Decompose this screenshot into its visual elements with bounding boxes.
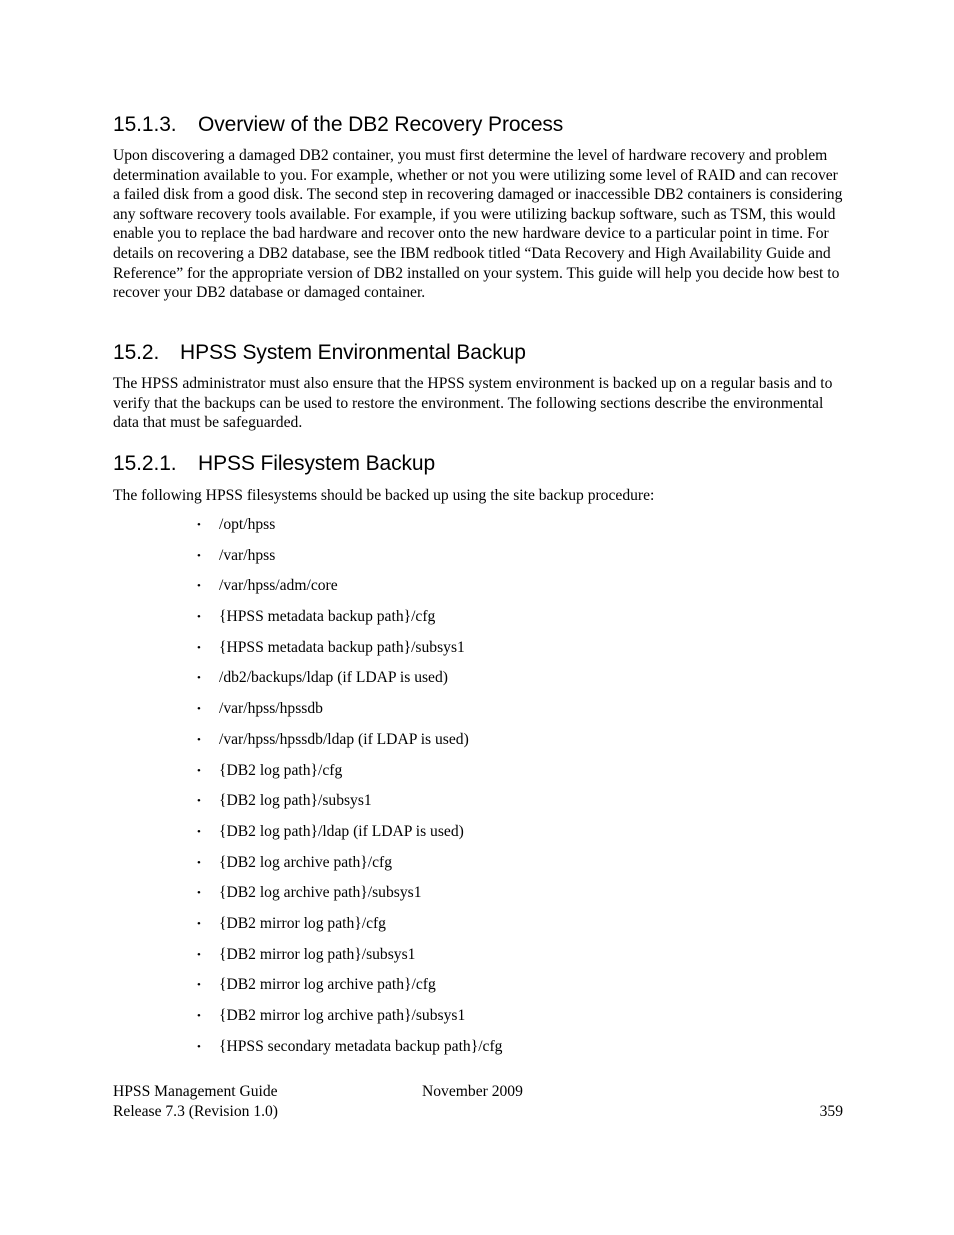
bullet-icon: •	[197, 641, 201, 654]
list-item	[197, 913, 502, 944]
list-item-text: {DB2 mirror log path}/cfg	[219, 914, 386, 932]
list-item-text: {DB2 log archive path}/subsys1	[219, 884, 422, 902]
list-item	[197, 637, 502, 668]
page-footer	[113, 1082, 843, 1122]
bullet-icon: •	[197, 1040, 201, 1053]
bullet-icon: •	[197, 519, 201, 531]
heading-15-2	[113, 341, 526, 365]
list-item-text: {HPSS metadata backup path}/subsys1	[219, 638, 465, 656]
list-item-text: {HPSS secondary metadata backup path}/cfg	[219, 1037, 503, 1055]
list-item-text: /var/hpss/hpssdb	[219, 700, 323, 718]
list-item-text: {HPSS metadata backup path}/cfg	[219, 608, 436, 626]
paragraph-environmental-backup: The HPSS administrator must also ensure that the HPSS system environment is backed up on a regular basis and to verify that the backups can be used to restore the environment. The following sections describe the environmental data that must be safeguarded.	[113, 375, 833, 432]
bullet-icon: •	[197, 672, 201, 685]
list-item-text: /var/hpss/adm/core	[219, 577, 338, 595]
bullet-icon: •	[197, 979, 201, 992]
list-item	[197, 698, 502, 729]
list-item	[197, 667, 502, 698]
list-item	[197, 545, 502, 576]
list-item	[197, 606, 502, 637]
bullet-icon: •	[197, 764, 201, 777]
list-item	[197, 514, 502, 545]
list-item	[197, 1036, 502, 1067]
list-item-text: {DB2 log path}/subsys1	[219, 792, 372, 810]
list-item	[197, 790, 502, 821]
heading-number: 15.2.	[113, 341, 160, 364]
heading-15-2-1	[113, 452, 435, 476]
bullet-icon: •	[197, 580, 201, 593]
list-item	[197, 760, 502, 791]
footer-date: November 2009	[422, 1083, 523, 1100]
bullet-icon: •	[197, 917, 201, 930]
list-item-text: /var/hpss/hpssdb/ldap (if LDAP is used)	[219, 730, 469, 748]
heading-15-1-3	[113, 113, 563, 137]
bullet-icon: •	[197, 549, 201, 562]
list-item-text: {DB2 log path}/ldap (if LDAP is used)	[219, 822, 464, 840]
list-item	[197, 1005, 502, 1036]
list-item	[197, 729, 502, 760]
bullet-icon: •	[197, 795, 201, 808]
bullet-icon: •	[197, 948, 201, 961]
footer-guide-title: HPSS Management Guide	[113, 1083, 278, 1100]
list-item-text: {DB2 mirror log archive path}/cfg	[219, 976, 436, 994]
heading-number: 15.2.1.	[113, 452, 177, 475]
list-item	[197, 974, 502, 1005]
list-item	[197, 821, 502, 852]
bullet-icon: •	[197, 825, 201, 838]
footer-release: Release 7.3 (Revision 1.0)	[113, 1103, 278, 1120]
list-item-text: {DB2 log path}/cfg	[219, 761, 343, 779]
bullet-icon: •	[197, 611, 201, 624]
list-item-text: /opt/hpss	[219, 516, 276, 533]
bullet-icon: •	[197, 1010, 201, 1022]
heading-number: 15.1.3.	[113, 113, 177, 136]
list-item	[197, 882, 502, 913]
list-item-text: {DB2 mirror log archive path}/subsys1	[219, 1007, 466, 1024]
bullet-icon: •	[197, 703, 201, 716]
heading-title: HPSS Filesystem Backup	[198, 452, 436, 475]
list-item-text: /var/hpss	[219, 546, 276, 564]
paragraph-filesystem-backup: The following HPSS filesystems should be backed up using the site backup procedure:	[113, 487, 655, 504]
heading-title: HPSS System Environmental Backup	[180, 341, 526, 364]
bullet-icon: •	[197, 887, 201, 900]
page-number: 359	[819, 1103, 843, 1120]
list-item-text: /db2/backups/ldap (if LDAP is used)	[219, 669, 448, 687]
list-item	[197, 575, 502, 606]
bullet-icon: •	[197, 856, 201, 869]
heading-title: Overview of the DB2 Recovery Process	[198, 113, 564, 136]
filesystem-list	[197, 514, 502, 1066]
list-item-text: {DB2 log archive path}/cfg	[219, 853, 393, 871]
list-item	[197, 852, 502, 883]
list-item	[197, 944, 502, 975]
bullet-icon: •	[197, 733, 201, 746]
paragraph-db2-recovery: Upon discovering a damaged DB2 container, you must first determine the level of hardware recovery and problem determination available to you. For example, whether or not you were utilizing some level of RAID and can recover a failed disk from a good disk. The second step in recovering damaged or inaccessible DB2 containers is considering any software recovery tools available. For example, if you were utilizing backup software, such as TSM, this would enable you to replace the bad hardware and recover onto the new hardware device to a particular point in time. For details on recovering a DB2 database, see the IBM redbook titled “Data Recovery and High Availability Guide and Reference” for the appropriate version of DB2 installed on your system. This guide will help you decide how best to recover your DB2 database or damaged container.	[113, 147, 843, 302]
list-item-text: {DB2 mirror log path}/subsys1	[219, 945, 416, 963]
